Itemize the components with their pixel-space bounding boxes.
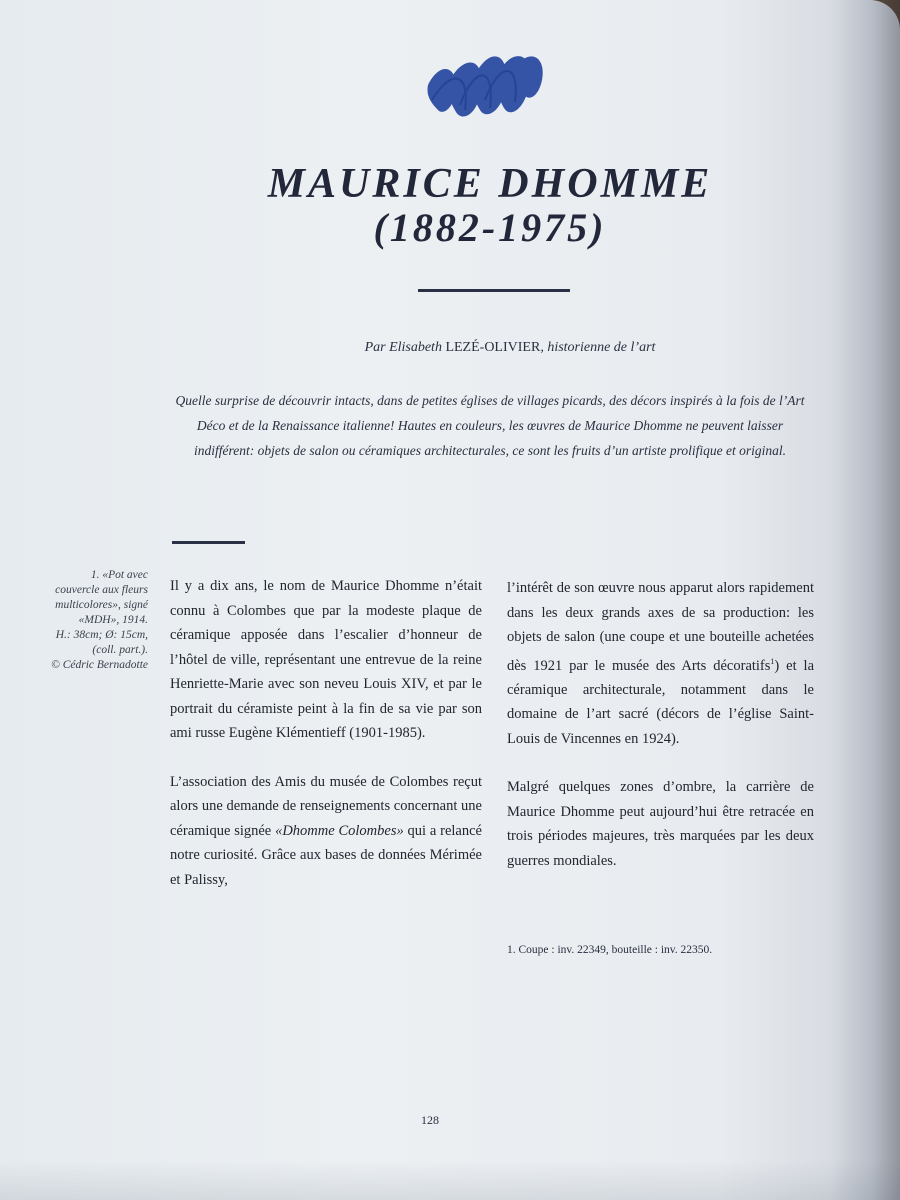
caption-line: H.: 38cm; Ø: 15cm, [55,629,148,641]
body-column-left [170,574,482,892]
body-paragraph [507,576,814,751]
caption-line: «MDH», 1914. [78,614,148,626]
footnote-ref[interactable]: 1 [770,656,775,666]
intro-paragraph: Quelle surprise de découvrir intacts, dans de petites églises de villages picards, des décors inspirés à la fois de l’Art Déco et de la Renaissance italienne! Hautes en couleurs, les œuvres de Maurice Dhomme ne peuvent laisser indifférent: objets de salon ou céramiques architecturales, ce sont les fruits d’un artiste prolifique et original. [175,393,805,458]
caption-line: 1. «Pot avec [90,569,148,581]
text-run: L’association des Amis du musée de Colombes reçut alors une demande de renseignements concernant une céramique signée [170,773,482,839]
body-paragraph: Il y a dix ans, le nom de Maurice Dhomme n’était connu à Colombes que par la modeste plaque de céramique apposée dans l’escalier d’honneur de l’hôtel de ville, représentant une entrevue de la reine Henriette-Marie avec son neveu Louis XIV, et par le portrait du céramiste peint à la fin de sa vie par son ami russe Eugène Klémentieff (1901-1985). [170,578,482,741]
caption-line: multicolores», signé [55,599,148,611]
body-paragraph: Malgré quelques zones d’ombre, la carrière de Maurice Dhomme peut aujourd’hui être retracée en trois périodes majeures, très marquées par les deux guerres mondiales. [507,779,814,869]
article-dates: (1882-1975) [373,205,607,250]
blue-brushstroke-logo [420,40,550,135]
page-number: 128 [421,1113,439,1127]
byline-suffix: , historienne de l’art [540,340,656,355]
caption-line: (coll. part.). [92,644,148,656]
italic-quote: «Dhomme Colombes» [275,822,404,839]
byline-author: LEZÉ-OLIVIER [445,340,541,355]
section-divider [172,541,245,544]
text-run: ) et la céramique architecturale, notamment dans le domaine de l’art sacré (décors de l’église Saint-Louis de Vincennes en 1924). [507,657,815,747]
caption-credit: © Cédric Bernadotte [51,659,148,671]
title-divider [418,289,570,292]
article-title: MAURICE DHOMME [267,161,713,207]
text-run: l’intérêt de son œuvre nous apparut alors rapidement dans les deux grands axes de sa production: les objets de salon (une coupe et une bouteille achetées dès 1921 par le musée des Arts décoratifs [507,580,814,674]
footnote: 1. Coupe : inv. 22349, bouteille : inv. 22350. [507,944,713,956]
page-bottom-shadow [0,1160,900,1200]
body-paragraph [170,770,482,893]
byline [230,340,790,356]
text-run: qui a relancé notre curiosité. Grâce aux bases de données Mérimée et Palissy, [170,822,482,888]
page-curl-shadow [830,0,900,1200]
image-caption [50,568,148,673]
caption-line: couvercle aux fleurs [55,584,148,596]
byline-prefix: Par Elisabeth [364,340,446,355]
body-column-right [507,576,814,873]
